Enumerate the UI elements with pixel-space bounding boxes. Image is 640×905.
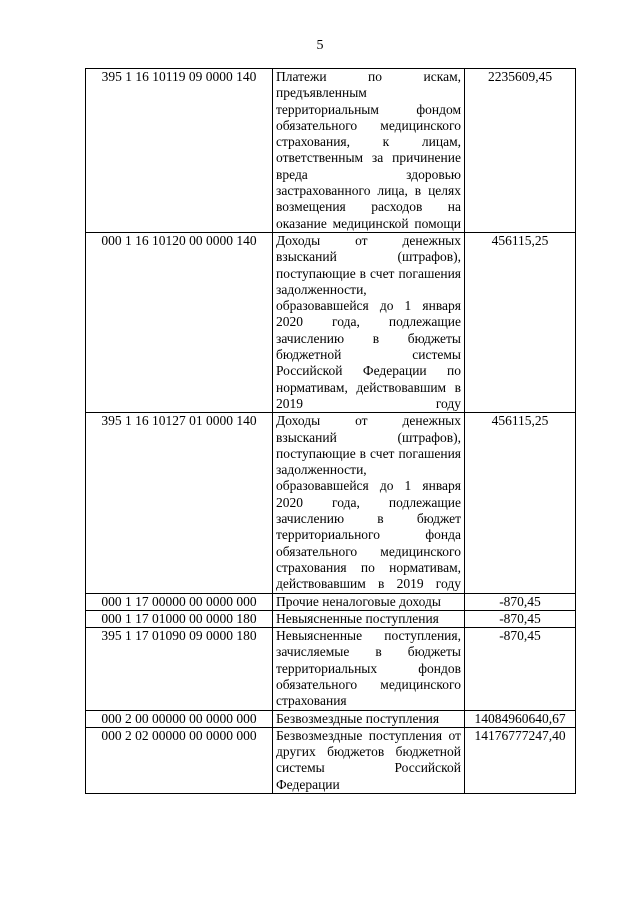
revenue-name-cell: Безвозмездные поступления (273, 710, 465, 727)
amount-cell: -870,45 (465, 593, 576, 610)
revenue-name-cell: Доходы от денежных взысканий (штрафов), поступающие в счет погашения задолженности, образовавшейся до 1 января 2020 года, подлежащие зачислению в бюджет территориального фонда обязательного медицинского страхования по нормативам, действовавшим в 2019 году (273, 413, 465, 593)
budget-code-cell: 000 2 02 00000 00 0000 000 (86, 727, 273, 793)
page-number: 5 (316, 38, 324, 53)
revenue-name-cell: Безвозмездные поступления от других бюджетов бюджетной системы Российской Федерации (273, 727, 465, 793)
revenue-name-cell: Невыясненные поступления (273, 610, 465, 627)
budget-code-cell: 395 1 16 10127 01 0000 140 (86, 413, 273, 593)
amount-cell: 456115,25 (465, 232, 576, 412)
budget-code-cell: 000 1 16 10120 00 0000 140 (86, 232, 273, 412)
table-row (86, 710, 576, 727)
amount-cell: 456115,25 (465, 413, 576, 593)
table-row (86, 413, 576, 593)
amount-cell: -870,45 (465, 628, 576, 710)
budget-revenue-table (85, 68, 576, 794)
budget-code-cell: 000 1 17 00000 00 0000 000 (86, 593, 273, 610)
revenue-name-cell: Невыясненные поступления, зачисляемые в бюджеты территориальных фондов обязательного медицинского страхования (273, 628, 465, 710)
table-row (86, 232, 576, 412)
table-row (86, 610, 576, 627)
budget-code-cell: 395 1 17 01090 09 0000 180 (86, 628, 273, 710)
amount-cell: 2235609,45 (465, 69, 576, 233)
amount-cell: 14176777247,40 (465, 727, 576, 793)
revenue-name-cell: Прочие неналоговые доходы (273, 593, 465, 610)
amount-cell: 14084960640,67 (465, 710, 576, 727)
table-row (86, 628, 576, 710)
table-row (86, 727, 576, 793)
budget-code-cell: 395 1 16 10119 09 0000 140 (86, 69, 273, 233)
revenue-name-cell: Платежи по искам, предъявленным территориальным фондом обязательного медицинского страхования, к лицам, ответственным за причинение вреда здоровью застрахованного лица, в целях возмещения расходов на оказание медицинской помощи (273, 69, 465, 233)
amount-cell: -870,45 (465, 610, 576, 627)
budget-code-cell: 000 2 00 00000 00 0000 000 (86, 710, 273, 727)
revenue-name-cell: Доходы от денежных взысканий (штрафов), поступающие в счет погашения задолженности, образовавшейся до 1 января 2020 года, подлежащие зачислению в бюджеты бюджетной системы Российской Федерации по нормативам, действовавшим в 2019 году (273, 232, 465, 412)
table-row (86, 593, 576, 610)
budget-code-cell: 000 1 17 01000 00 0000 180 (86, 610, 273, 627)
table-row (86, 69, 576, 233)
